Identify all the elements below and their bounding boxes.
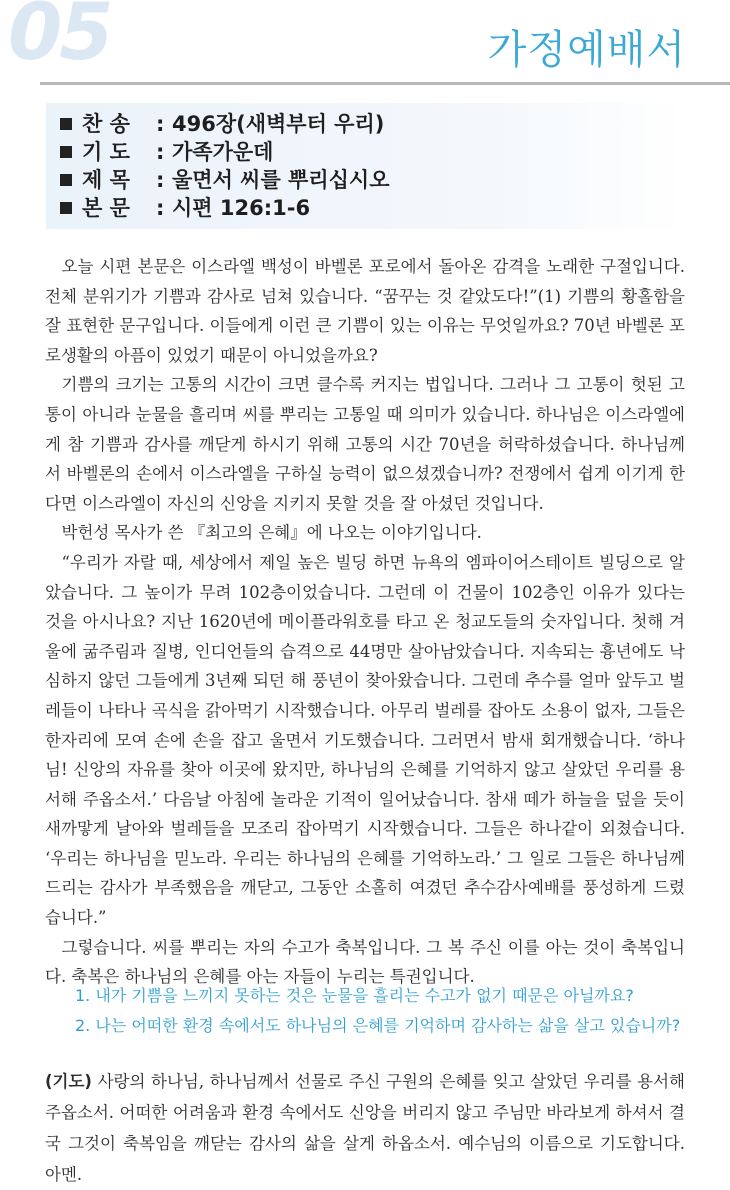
- info-colon: :: [156, 196, 165, 220]
- info-value: 가족가운데: [172, 140, 274, 164]
- section-title: 가정예배서: [487, 27, 686, 73]
- info-row-hymn: [60, 110, 389, 138]
- bullet-square-icon: [60, 202, 72, 214]
- reflection-question: 1. 내가 기쁨을 느끼지 못하는 것은 눈물을 흘리는 수고가 없기 때문은 아닐까요?: [75, 986, 634, 1005]
- info-colon: :: [156, 140, 165, 164]
- info-colon: :: [156, 112, 165, 136]
- info-row-scripture: [60, 194, 389, 222]
- info-row-prayer: [60, 138, 389, 166]
- info-label: 기 도: [82, 140, 130, 164]
- sermon-paragraph: “우리가 자랄 때, 세상에서 제일 높은 빌딩 하면 뉴욕의 엠파이어스테이트 빌딩으로 알았습니다. 그 높이가 무려 102층이었습니다. 그런데 이 건물이 102층인 이유가 있다는 것을 아시나요? 지난 1620년에 메이플라워호를 타고 온 청교도들의 숫자입니다. 첫해 겨울에 굶주림과 질병, 인디언들의 습격으로 44명만 살아남았습니다. 지속되는 흉년에도 낙심하지 않던 그들에게 3년째 되던 해 풍년이 찾아왔습니다. 그런데 추수를 얼마 앞두고 벌레들이 나타나 곡식을 갉아먹기 시작했습니다. 아무리 벌레를 잡아도 소용이 없자, 그들은 한자리에 모여 손에 손을 잡고 울면서 기도했습니다. 그러면서 밤새 회개했습니다. ‘하나님! 신앙의 자유를 찾아 이곳에 왔지만, 하나님의 은혜를 기억하지 않고 살았던 우리를 용서해 주옵소서.’ 다음날 아침에 놀라운 기적이 일어났습니다. 참새 떼가 하늘을 덮을 듯이 새까맣게 날아와 벌레들을 모조리 잡아먹기 시작했습니다. 그들은 하나같이 외쳤습니다. ‘우리는 하나님을 믿노라. 우리는 하나님의 은혜를 기억하노라.’ 그 일로 그들은 하나님께 드리는 감사가 부족했음을 깨닫고, 그동안 소홀히 여겼던 추수감사예배를 풍성하게 드렸습니다.”: [45, 552, 685, 928]
- prayer-label: (기도): [45, 1072, 92, 1091]
- service-info-list: [60, 110, 389, 222]
- header-divider: [40, 82, 730, 85]
- sermon-paragraph: 박헌성 목사가 쓴 『최고의 은혜』에 나오는 이야기입니다.: [61, 523, 482, 543]
- sermon-paragraph: 기쁨의 크기는 고통의 시간이 크면 클수록 커지는 법입니다. 그러나 그 고통이 헛된 고통이 아니라 눈물을 흘리며 씨를 뿌리는 고통일 때 의미가 있습니다. 하나님은 이스라엘에게 참 기쁨과 감사를 깨닫게 하시기 위해 고통의 시간 70년을 허락하셨습니다. 하나님께서 바벨론의 손에서 이스라엘을 구하실 능력이 없으셨겠습니까? 전쟁에서 쉽게 이기게 한다면 이스라엘이 자신의 신앙을 지키지 못할 것을 잘 아셨던 것입니다.: [45, 375, 685, 513]
- reflection-question: 2. 나는 어떠한 환경 속에서도 하나님의 은혜를 기억하며 감사하는 삶을 살고 있습니까?: [75, 1016, 681, 1035]
- bullet-square-icon: [60, 118, 72, 130]
- info-value: 496장(새벽부터 우리): [172, 112, 385, 136]
- info-value: 울면서 씨를 뿌리십시오: [172, 168, 390, 192]
- sermon-paragraph: 그렇습니다. 씨를 뿌리는 자의 수고가 축복입니다. 그 복 주신 이를 아는 것이 축복입니다. 축복은 하나님의 은혜를 아는 자들이 누리는 특권입니다.: [45, 937, 685, 987]
- info-label: 본 문: [82, 196, 130, 220]
- prayer-text: 사랑의 하나님, 하나님께서 선물로 주신 구원의 은혜를 잊고 살았던 우리를 용서해 주옵소서. 어떠한 어려움과 환경 속에서도 신앙을 버리지 않고 주님만 바라보게 하셔서 결국 그것이 축복임을 깨닫는 감사의 삶을 살게 하옵소서. 예수님의 이름으로 기도합니다. 아멘.: [45, 1072, 685, 1184]
- info-label: 찬 송: [82, 112, 130, 136]
- sermon-paragraph: 오늘 시편 본문은 이스라엘 백성이 바벨론 포로에서 돌아온 감격을 노래한 구절입니다. 전체 분위기가 기쁨과 감사로 넘쳐 있습니다. “꿈꾸는 것 같았도다!”(1) 기쁨의 황홀함을 잘 표현한 문구입니다. 이들에게 이런 큰 기쁨이 있는 이유는 무엇일까요? 70년 바벨론 포로생활의 아픔이 있었기 때문이 아니었을까요?: [45, 257, 685, 365]
- closing-prayer: [45, 1066, 685, 1190]
- bullet-square-icon: [60, 146, 72, 158]
- sermon-body: [45, 252, 685, 992]
- reflection-questions: [75, 981, 695, 1041]
- info-label: 제 목: [82, 168, 130, 192]
- info-colon: :: [156, 168, 165, 192]
- section-number: 05: [8, 0, 111, 78]
- bullet-square-icon: [60, 174, 72, 186]
- info-row-title: [60, 166, 389, 194]
- info-value: 시편 126:1-6: [172, 196, 311, 220]
